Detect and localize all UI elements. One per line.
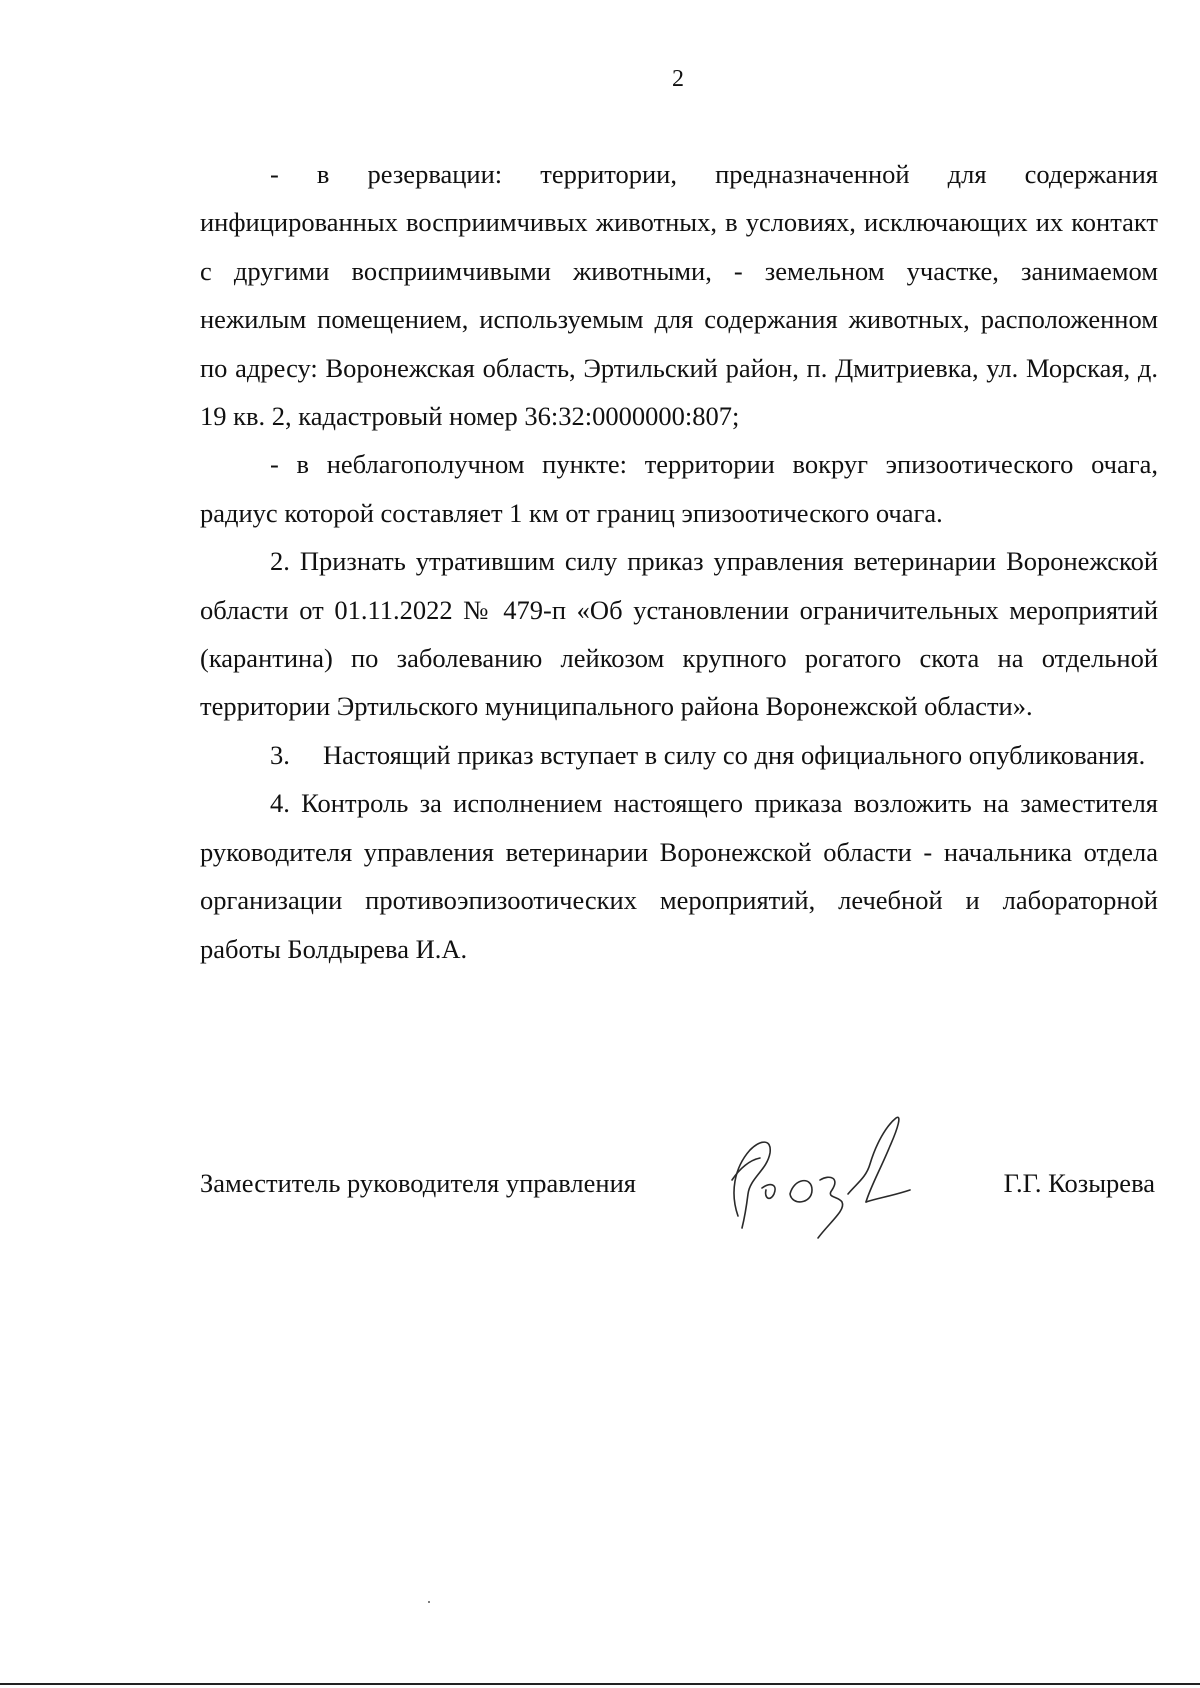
paragraph-item-3: 3. Настоящий приказ вступает в силу со дня официального опубликования.: [270, 739, 1146, 770]
signature-block: [200, 1168, 1155, 1228]
signatory-name: Г.Г. Козырева: [1003, 1168, 1155, 1198]
scan-speck: [428, 1601, 430, 1603]
paragraph-unfavorable-point: - в неблагополучном пункте: территории вокруг эпизоотического очага, радиус которой составляет 1 км от границ эпизоотического очага.: [200, 449, 1158, 528]
document-body: [200, 150, 1158, 973]
paragraph-item-2: 2. Признать утратившим силу приказ управления ветеринарии Воронежской области от 01.11.2022 № 479-п «Об установлении ограничительных мероприятий (карантина) по заболеванию лейкозом крупного рогатого скота на отдельной территории Эртильского муниципального района Воронежской области».: [200, 546, 1158, 722]
scan-bottom-edge: [0, 1683, 1200, 1685]
paragraph-reservation: - в резервации: территории, предназначенной для содержания инфицированных восприимчивых животных, в условиях, исключающих их контакт с другими восприимчивыми животными, - земельном участке, занимаемом нежилым помещением, используемым для содержания животных, расположенном по адресу: Воронежская область, Эртильский район, п. Дмитриевка, ул. Морская, д. 19 кв. 2, кадастровый номер 36:32:0000000:807;: [200, 159, 1158, 432]
signatory-position: Заместитель руководителя управления: [200, 1168, 636, 1198]
handwritten-signature: [720, 1098, 920, 1248]
paragraph-item-4: 4. Контроль за исполнением настоящего приказа возложить на заместителя руководителя управления ветеринарии Воронежской области - начальника отдела организации противоэпизоотических мероприятий, лечебной и лабораторной работы Болдырева И.А.: [200, 788, 1158, 964]
page-number: 2: [672, 66, 684, 92]
